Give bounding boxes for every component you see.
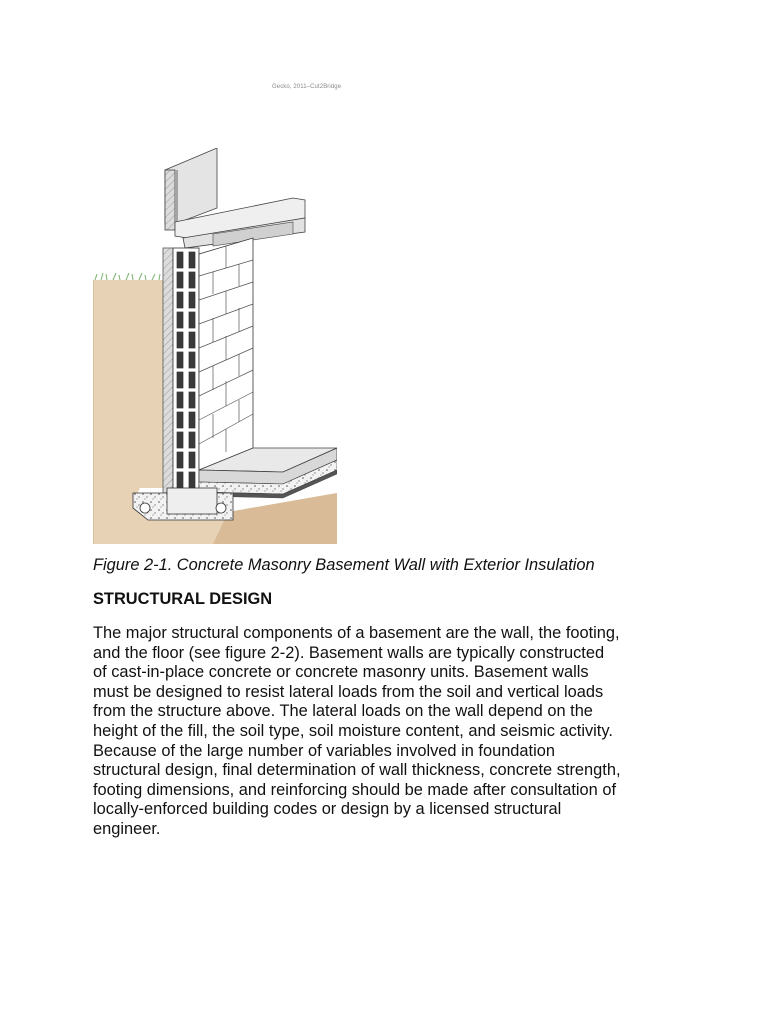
paragraph-line: height of the fill, the soil type, soil moisture content, and seismic activity. [93, 721, 613, 740]
body-paragraph [93, 624, 621, 840]
paragraph-line: and the floor (see figure 2-2). Basement walls are typically constructed [93, 643, 605, 662]
paragraph-line: engineer. [93, 819, 161, 838]
paragraph-line: must be designed to resist lateral loads from the soil and vertical loads [93, 682, 604, 701]
paragraph-line: The major structural components of a basement are the wall, the footing, [93, 624, 620, 642]
grass-line [95, 273, 160, 280]
paragraph-line: of cast-in-place concrete or concrete masonry units. Basement walls [93, 663, 589, 682]
image-credit-watermark: Gecko, 2011–Cut2Bridge [272, 84, 342, 90]
paragraph-line: footing dimensions, and reinforcing should be made after consultation of [93, 780, 617, 799]
figure-caption: Figure 2-1. Concrete Masonry Basement Wall with Exterior Insulation [93, 556, 595, 574]
masonry-wall-face [199, 238, 253, 470]
paragraph-line: structural design, final determination of wall thickness, concrete strength, [93, 761, 621, 780]
paragraph-line: Because of the large number of variables involved in foundation [93, 741, 555, 760]
paragraph-line: from the structure above. The lateral loads on the wall depend on the [93, 702, 593, 721]
section-heading: STRUCTURAL DESIGN [93, 590, 273, 608]
masonry-wall-section [173, 248, 199, 493]
wall-footing [133, 488, 233, 520]
paragraph-line: locally-enforced building codes or design by a licensed structural [93, 800, 562, 819]
exterior-insulation [163, 248, 173, 493]
basement-wall-illustration [93, 148, 337, 544]
